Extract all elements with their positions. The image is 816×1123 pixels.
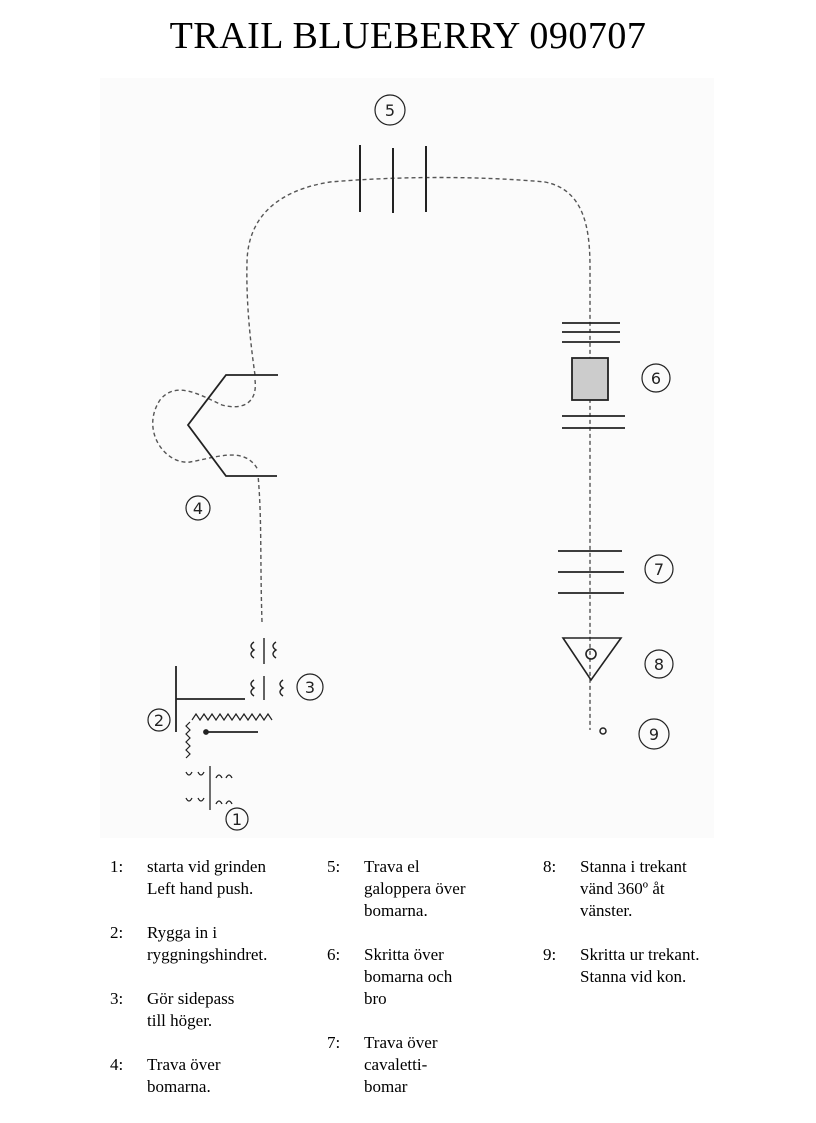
- legend-text: vänster.: [580, 901, 633, 920]
- legend-column-1: [110, 856, 320, 1120]
- legend-item-9: [543, 944, 753, 988]
- marker-1-label: 1: [231, 810, 243, 829]
- legend-text: bomar: [364, 1077, 408, 1096]
- legend-text: Stanna vid kon.: [580, 967, 687, 986]
- legend-text: ryggningshindret.: [147, 945, 268, 964]
- legend-number: 5:: [327, 857, 341, 876]
- legend-text: Skritta över: [364, 945, 444, 964]
- legend-item-5: [327, 856, 537, 922]
- legend-text: vänd 360º åt: [580, 879, 665, 898]
- trail-course-diagram: [100, 78, 714, 838]
- legend-item-6: [327, 944, 537, 1010]
- marker-6-label: 6: [650, 369, 662, 388]
- legend-text: bro: [364, 989, 387, 1008]
- legend-text: bomarna och: [364, 967, 453, 986]
- legend-item-3: [110, 988, 320, 1032]
- legend-item-4: [110, 1054, 320, 1098]
- legend-text: galoppera över: [364, 879, 466, 898]
- legend: [0, 856, 816, 1116]
- legend-item-1: [110, 856, 320, 900]
- legend-text: bomarna.: [364, 901, 428, 920]
- legend-item-2: [110, 922, 320, 966]
- legend-number: 6:: [327, 945, 341, 964]
- legend-column-3: [543, 856, 753, 1010]
- legend-text: Stanna i trekant: [580, 857, 687, 876]
- legend-text: cavaletti-: [364, 1055, 428, 1074]
- marker-2-label: 2: [153, 711, 165, 730]
- legend-text: Left hand push.: [147, 879, 254, 898]
- legend-text: Trava el: [364, 857, 420, 876]
- legend-text: Trava över: [147, 1055, 221, 1074]
- legend-number: 1:: [110, 857, 124, 876]
- legend-number: 9:: [543, 945, 557, 964]
- legend-number: 8:: [543, 857, 557, 876]
- legend-text: Gör sidepass: [147, 989, 235, 1008]
- legend-text: Rygga in i: [147, 923, 218, 942]
- legend-text: bomarna.: [147, 1077, 211, 1096]
- marker-3-label: 3: [304, 678, 316, 697]
- marker-5-label: 5: [384, 101, 396, 120]
- marker-7-label: 7: [653, 560, 665, 579]
- legend-item-7: [327, 1032, 537, 1098]
- marker-4-label: 4: [192, 499, 204, 518]
- marker-8-label: 8: [653, 655, 665, 674]
- legend-text: starta vid grinden: [147, 857, 266, 876]
- legend-number: 4:: [110, 1055, 124, 1074]
- legend-text: Trava över: [364, 1033, 438, 1052]
- legend-item-8: [543, 856, 753, 922]
- legend-number: 2:: [110, 923, 124, 942]
- marker-9-label: 9: [648, 725, 660, 744]
- legend-number: 3:: [110, 989, 124, 1008]
- page-title: TRAIL BLUEBERRY 090707: [169, 15, 647, 57]
- legend-text: till höger.: [147, 1011, 213, 1030]
- legend-number: 7:: [327, 1033, 341, 1052]
- legend-text: Skritta ur trekant.: [580, 945, 700, 964]
- legend-column-2: [327, 856, 537, 1120]
